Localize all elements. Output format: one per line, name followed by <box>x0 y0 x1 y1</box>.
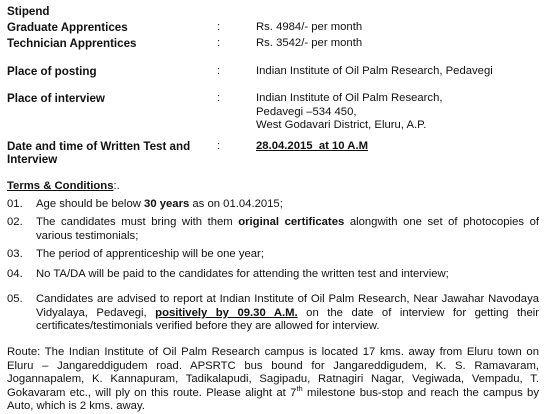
colon: : <box>217 92 221 104</box>
route-superscript: th <box>296 383 303 393</box>
graduate-stipend-value: Rs. 4984/- per month <box>256 21 363 33</box>
test-date-label-line: Interview <box>7 153 58 166</box>
colon: : <box>217 21 221 33</box>
graduate-apprentices-label: Graduate Apprentices <box>7 21 128 34</box>
test-date-label <box>7 140 190 166</box>
interview-address <box>256 92 443 133</box>
place-of-posting-value: Indian Institute of Oil Palm Research, Pedavegi <box>256 65 493 77</box>
item-text: No TA/DA will be paid to the candidates for attending the written test and interview; <box>36 268 449 280</box>
colon: : <box>217 37 221 49</box>
list-item <box>7 268 539 282</box>
colon: : <box>217 65 221 77</box>
list-item <box>7 293 539 335</box>
list-item <box>7 216 539 244</box>
place-of-posting-label: Place of posting <box>7 65 97 78</box>
terms-heading-suffix: :. <box>113 180 120 192</box>
route-paragraph: Route: The Indian Institute of Oil Palm Research campus is located 17 kms. away from Eluru town on Eluru – Jangareddigudem road. APSRTC bus bound for Jangareddigudem, K. S. Ramavaram, Jogannapalem, K. Kannapuram, Tadikalapudi, Sagipadu, Ratnagiri Nagar, Vegiwada, Vempadu, T. Gokavaram etc., will ply on this route. Please alight at 7th milestone bus-stop and reach the campus by Auto, which is 2 kms. away. <box>7 346 539 412</box>
test-date-value: 28.04.2015 at 10 A.M <box>256 140 368 152</box>
interview-address-line: West Godavari District, Eluru, A.P. <box>256 119 427 131</box>
stipend-heading: Stipend <box>7 5 50 18</box>
item-text: Candidates are advised to report at Indian Institute of Oil Palm Research, Near Jawahar Navodaya Vidyalaya, Pedavegi, positively by 09.30 A.M. on the date of interview for getting their certificates/testimonials verified before they are allowed for interview. <box>36 293 539 333</box>
list-item <box>7 248 539 262</box>
technician-apprentices-label: Technician Apprentices <box>7 37 137 50</box>
item-text: The candidates must bring with them original certificates alongwith one set of photocopies of various testimonials; <box>36 216 540 242</box>
test-date-label-line: Date and time of Written Test and <box>7 140 191 153</box>
item-number: 03. <box>7 248 23 260</box>
colon: : <box>217 140 221 152</box>
item-text: Age should be below 30 years as on 01.04.2015; <box>36 198 283 210</box>
item-number: 02. <box>7 216 23 228</box>
terms-heading <box>7 180 120 193</box>
interview-address-line: Indian Institute of Oil Palm Research, <box>256 92 443 104</box>
place-of-interview-label: Place of interview <box>7 92 105 105</box>
list-item <box>7 198 539 212</box>
item-number: 01. <box>7 198 23 210</box>
technician-stipend-value: Rs. 3542/- per month <box>256 37 363 49</box>
item-text: The period of apprenticeship will be one year; <box>36 248 264 260</box>
terms-heading-text: Terms & Conditions <box>7 180 114 192</box>
item-number: 04. <box>7 268 23 280</box>
interview-address-line: Pedavegi –534 450, <box>256 105 357 118</box>
item-number: 05. <box>7 293 23 305</box>
